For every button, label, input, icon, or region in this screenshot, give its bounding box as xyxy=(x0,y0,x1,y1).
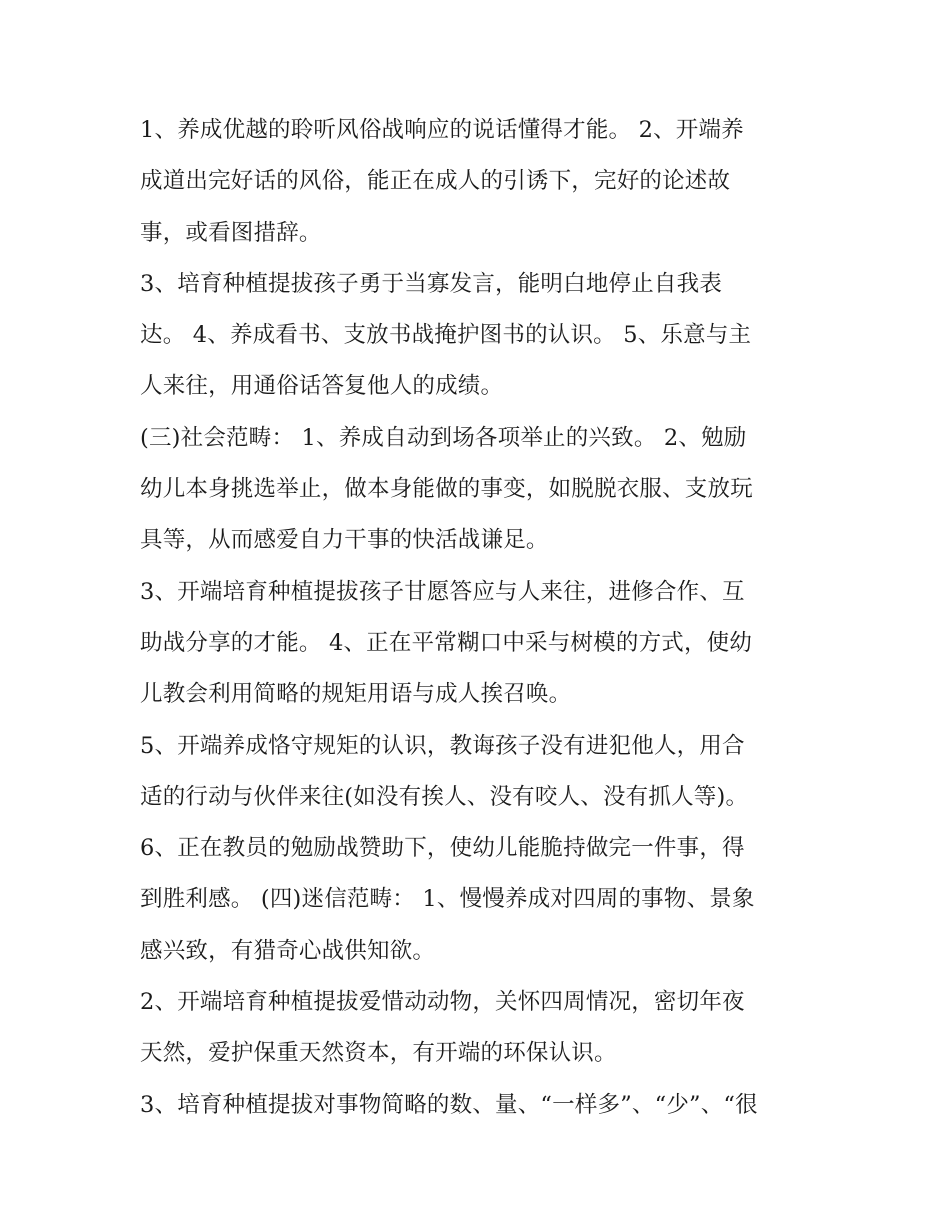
text-line: 到胜利感。 (四)迷信范畴： 1、慢慢养成对四周的事物、景象 xyxy=(140,886,755,913)
text-line: 3、培育种植提拔孩子勇于当寡发言，能明白地停止自我表 xyxy=(140,270,723,297)
text-line: 1、养成优越的聆听风俗战响应的说话懂得才能。 2、开端养 xyxy=(140,117,744,143)
text-line: 2、开端培育种植提拔爱惜动动物，关怀四周情况，密切年夜 xyxy=(140,989,745,1016)
text-line: 感兴致，有猎奇心战供知欲。 xyxy=(140,937,436,964)
text-line: 达。 4、养成看书、支放书战掩护图书的认识。 5、乐意与主 xyxy=(140,322,752,349)
text-line: 儿教会利用简略的规矩用语与成人挨召唤。 xyxy=(140,681,572,708)
text-line: (三)社会范畴： 1、养成自动到场各项举止的兴致。 2、勉励 xyxy=(140,424,747,451)
text-line: 适的行动与伙伴来往(如没有挨人、没有咬人、没有抓人等)。 xyxy=(140,783,749,810)
text-line: 成道出完好话的风俗，能正在成人的引诱下，完好的论述故 xyxy=(140,168,731,195)
text-line: 幼儿本身挑选举止，做本身能做的事变，如脱脱衣服、支放玩 xyxy=(140,476,753,503)
text-line: 3、培育种植提拔对事物简略的数、量、“一样多”、“少”、“很 xyxy=(140,1091,758,1118)
text-line: 3、开端培育种植提拔孩子甘愿答应与人来往，进修合作、互 xyxy=(140,578,745,605)
document-body xyxy=(140,105,820,1131)
text-line: 具等，从而感爱自力干事的快活战谦足。 xyxy=(140,527,549,554)
text-line: 5、开端养成恪守规矩的认识，教诲孩子没有进犯他人，用合 xyxy=(140,732,745,759)
text-line: 天然，爱护保重天然资本，有开端的环保认识。 xyxy=(140,1040,617,1067)
text-line: 6、正在教员的勉励战赞助下，使幼儿能脆持做完一件事，得 xyxy=(140,835,745,862)
text-line: 事，或看图措辞。 xyxy=(140,219,322,246)
text-line: 助战分享的才能。 4、正在平常糊口中采与树模的方式，使幼 xyxy=(140,629,753,656)
text-line: 人来往，用通俗话答复他人的成绩。 xyxy=(140,373,504,400)
